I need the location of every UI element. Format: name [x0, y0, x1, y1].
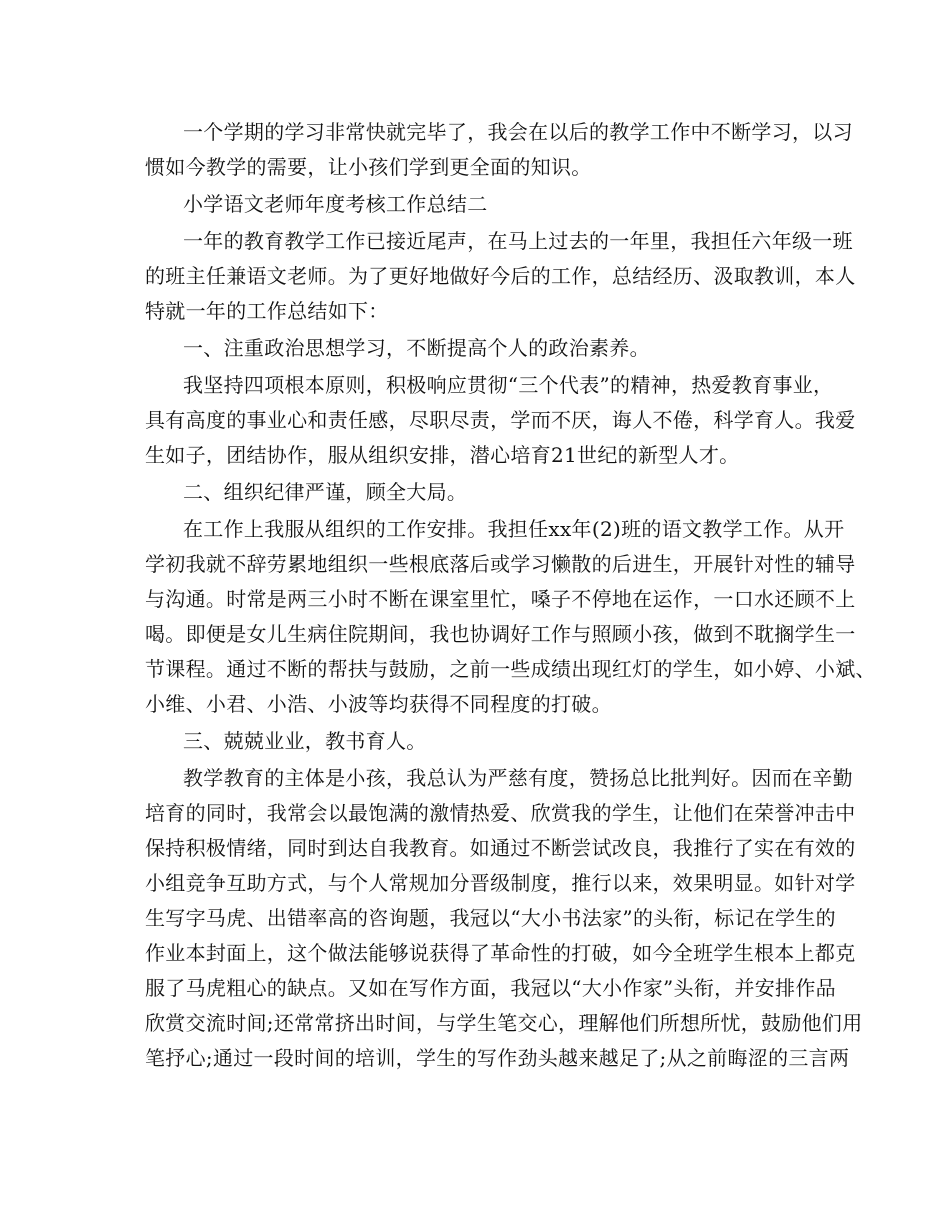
text-line: 服了马虎粗心的缺点。又如在写作方面，我冠以“大小作家”头衔，并安排作品: [145, 976, 836, 1000]
text-line: 欣赏交流时间;还常常挤出时间，与学生笔交心，理解他们所想所忧，鼓励他们用: [145, 1011, 863, 1035]
text-line: 在工作上我服从组织的工作安排。我担任xx年(2)班的语文教学工作。从开: [183, 517, 845, 541]
section-heading: 一、注重政治思想学习，不断提高个人的政治素养。: [183, 336, 650, 360]
text-line: 特就一年的工作总结如下：: [145, 299, 389, 323]
text-line: 小维、小君、小浩、小波等均获得不同程度的打破。: [145, 692, 612, 716]
text-line: 一年的教育教学工作已接近尾声，在马上过去的一年里，我担任六年级一班: [183, 229, 853, 253]
text-line: 生写字马虎、出错率高的咨询题，我冠以“大小书法家”的头衔，标记在学生的: [145, 906, 836, 930]
text-line: 节课程。通过不断的帮扶与鼓励，之前一些成绩出现红灯的学生，如小婷、小斌、: [145, 657, 876, 681]
text-line: 培育的同时，我常会以最饱满的激情热爱、欣赏我的学生，让他们在荣誉冲击中: [145, 801, 856, 825]
text-line: 作业本封面上，这个做法能够说获得了革命性的打破，如今全班学生根本上都克: [145, 941, 856, 965]
text-line: 生如子，团结协作，服从组织安排，潜心培育21世纪的新型人才。: [145, 443, 740, 467]
text-line: 喝。即便是女儿生病住院期间，我也协调好工作与照顾小孩，做到不耽搁学生一: [145, 622, 856, 646]
text-line: 具有高度的事业心和责任感，尽职尽责，学而不厌，诲人不倦，科学育人。我爱: [145, 408, 856, 432]
text-line: 笔抒心;通过一段时间的培训，学生的写作劲头越来越足了;从之前晦涩的三言两: [145, 1046, 850, 1070]
text-line: 惯如今教学的需要，让小孩们学到更全面的知识。: [145, 155, 592, 179]
section-heading: 二、组织纪律严谨，顾全大局。: [183, 480, 468, 504]
text-line: 学初我就不辞劳累地组织一些根底落后或学习懒散的后进生，开展针对性的辅导: [145, 552, 856, 576]
text-line: 一个学期的学习非常快就完毕了，我会在以后的教学工作中不断学习，以习: [183, 120, 853, 144]
text-line: 小组竞争互助方式，与个人常规加分晋级制度，推行以来，效果明显。如针对学: [145, 871, 856, 895]
section-title: 小学语文老师年度考核工作总结二: [183, 192, 488, 216]
section-heading: 三、兢兢业业，教书育人。: [183, 729, 427, 753]
text-line: 教学教育的主体是小孩，我总认为严慈有度，赞扬总比批判好。因而在辛勤: [183, 766, 853, 790]
text-line: 与沟通。时常是两三小时不断在课室里忙，嗓子不停地在运作，一口水还顾不上: [145, 587, 856, 611]
text-line: 我坚持四项根本原则，积极响应贯彻“三个代表”的精神，热爱教育事业，: [183, 373, 834, 397]
text-line: 的班主任兼语文老师。为了更好地做好今后的工作，总结经历、汲取教训，本人: [145, 264, 856, 288]
text-line: 保持积极情绪，同时到达自我教育。如通过不断尝试改良，我推行了实在有效的: [145, 836, 856, 860]
